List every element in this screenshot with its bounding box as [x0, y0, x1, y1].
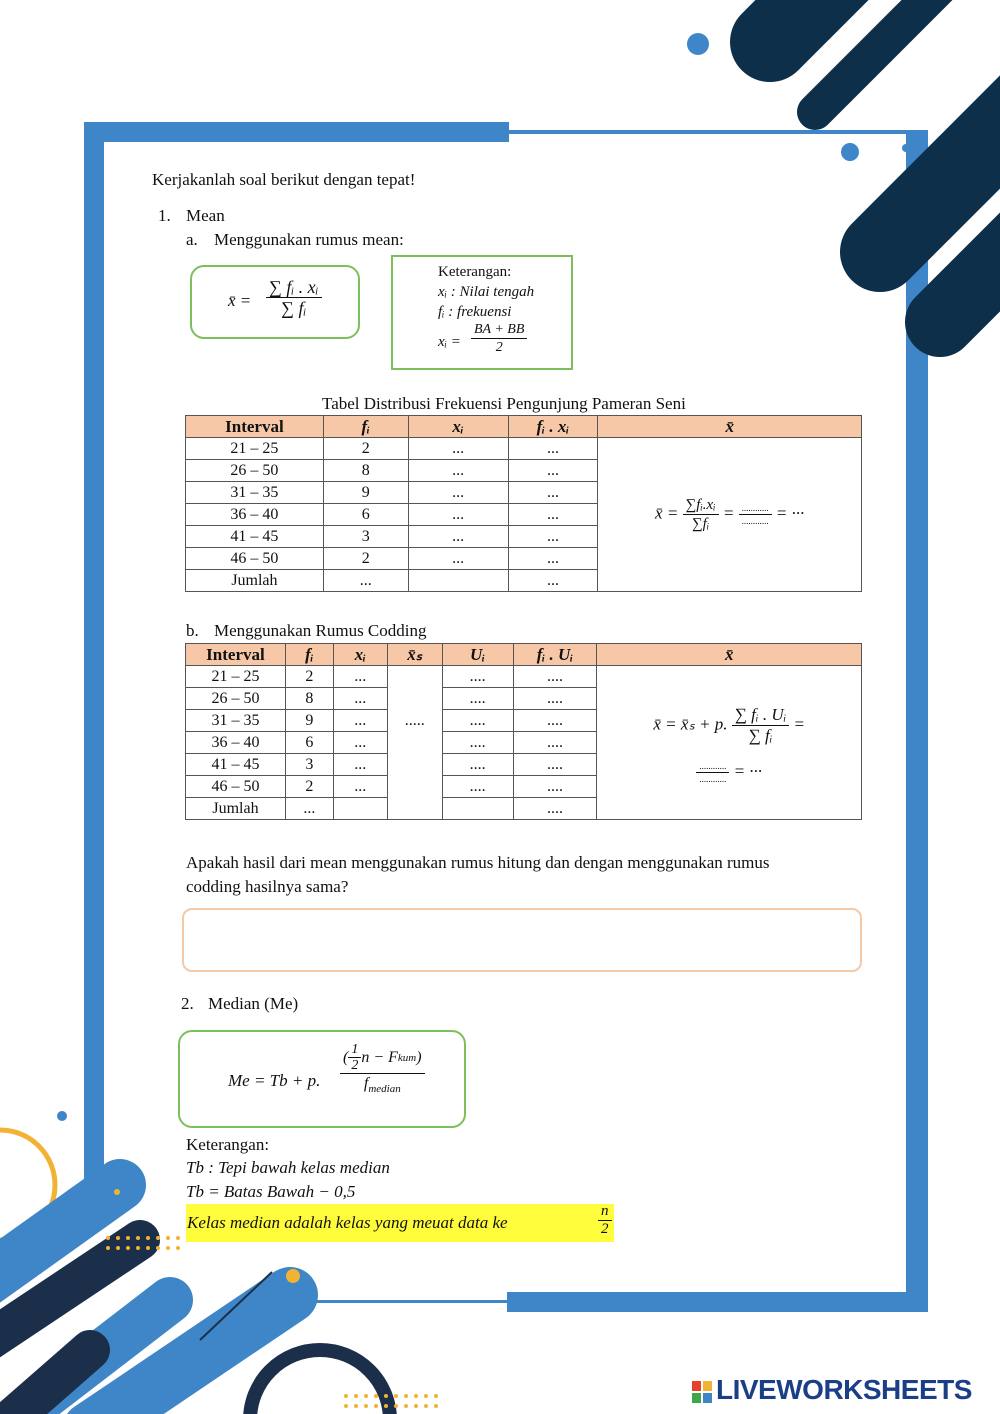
- table2-cell-xi: ...: [333, 688, 387, 710]
- table2-cell-fi: 2: [285, 776, 333, 798]
- table2-cell-fiui: ....: [513, 798, 597, 820]
- median-open-paren: (: [343, 1048, 349, 1066]
- table2-formula-end: = ···: [733, 760, 763, 780]
- mean-formula-denominator: ∑ fᵢ: [281, 298, 307, 318]
- table2-header-fiui: fᵢ . Uᵢ: [513, 644, 597, 666]
- table2-cell-fi: 8: [285, 688, 333, 710]
- keterangan-denominator: 2: [495, 340, 503, 355]
- table1-cell-xi: ...: [408, 482, 508, 504]
- table1-cell-xi: ...: [408, 548, 508, 570]
- table2-cell-ui: ....: [442, 776, 513, 798]
- mean-formula-numerator: ∑ fᵢ . xᵢ: [266, 277, 322, 298]
- q1a-label: a.: [186, 230, 198, 249]
- table1-formula-end: = ···: [775, 503, 805, 523]
- table2-xs-cell: .....: [387, 666, 442, 820]
- keterangan-line-1: xᵢ : Nilai tengah: [438, 284, 535, 300]
- table2-cell-fi: 6: [285, 732, 333, 754]
- table2-cell-ui: ....: [442, 732, 513, 754]
- table2-cell-fiui: ....: [513, 776, 597, 798]
- table2-header-mean: x̄: [597, 644, 862, 666]
- table1-cell-fixi: ...: [508, 482, 598, 504]
- table1-header-fixi: fᵢ . xᵢ: [508, 416, 598, 438]
- table1-title: Tabel Distribusi Frekuensi Pengunjung Pameran Seni: [322, 394, 686, 413]
- table2-cell-xi: ...: [333, 754, 387, 776]
- table2-cell-fiui: ....: [513, 688, 597, 710]
- table2-cell-fi: 3: [285, 754, 333, 776]
- table1-cell-fixi: ...: [508, 548, 598, 570]
- median-half-numerator: 1: [348, 1042, 361, 1058]
- blue-dot: [841, 143, 859, 161]
- blue-dot: [902, 144, 910, 152]
- table2-cell-interval: 41 – 45: [186, 754, 286, 776]
- table2-header-xs: x̄ₛ: [387, 644, 442, 666]
- q2-fraction-numerator: n: [598, 1203, 612, 1221]
- q2-keterangan-title: Keterangan:: [186, 1135, 270, 1154]
- table1-cell-interval: 21 – 25: [186, 438, 324, 460]
- table-row: [186, 438, 862, 460]
- table1-cell-fi: 2: [323, 438, 408, 460]
- frame-left-bar: [84, 122, 104, 1182]
- table2-formula-numerator: ∑ fᵢ . Uᵢ: [732, 705, 790, 726]
- mean-formula-lhs: x̄ =: [228, 291, 252, 310]
- q2-keterangan-line-1: Tb : Tepi bawah kelas median: [186, 1158, 390, 1177]
- orange-dot: [286, 1269, 300, 1283]
- table2-cell-fiui: ....: [513, 732, 597, 754]
- table2-header-interval: Interval: [186, 644, 286, 666]
- liveworksheets-logo[interactable]: [692, 1374, 972, 1406]
- table2-cell-interval: 36 – 40: [186, 732, 286, 754]
- table1-cell-interval: 26 – 50: [186, 460, 324, 482]
- table2-cell-ui: ....: [442, 710, 513, 732]
- q2-fraction-denominator: 2: [601, 1221, 609, 1237]
- median-half-denominator: 2: [351, 1058, 359, 1073]
- table2-blank-denominator: ............: [699, 773, 727, 784]
- table1-cell-fixi: ...: [508, 526, 598, 548]
- table2-cell-interval: Jumlah: [186, 798, 286, 820]
- table1-blank-denominator: ............: [741, 516, 769, 526]
- keterangan-line-2: fᵢ : frekuensi: [438, 304, 512, 320]
- table2-cell-xi: ...: [333, 776, 387, 798]
- table1-cell-fixi: ...: [508, 570, 598, 592]
- table1-formula-denominator: ∑fᵢ: [691, 516, 710, 532]
- table2-cell-ui: ....: [442, 754, 513, 776]
- table1-formula-lhs: x̄ =: [655, 503, 679, 523]
- table2-cell-fi: ...: [285, 798, 333, 820]
- median-den-f: f: [363, 1075, 369, 1092]
- q2-keterangan-line-2: Tb = Batas Bawah − 0,5: [186, 1182, 356, 1201]
- instruction-text: Kerjakanlah soal berikut dengan tepat!: [152, 170, 416, 189]
- navy-arc: [250, 1350, 390, 1414]
- median-formula-fraction: [340, 1042, 425, 1099]
- table1-cell-interval: 31 – 35: [186, 482, 324, 504]
- table1-formula-numerator: ∑fᵢ.xᵢ: [683, 496, 719, 515]
- blue-dot: [57, 1111, 67, 1121]
- mean-formula-fraction: [266, 277, 322, 318]
- table2-cell-interval: 21 – 25: [186, 666, 286, 688]
- table2-cell-xi: [333, 798, 387, 820]
- table2-cell-fi: 2: [285, 666, 333, 688]
- q1-title: Mean: [186, 206, 225, 225]
- table2-cell-fiui: ....: [513, 754, 597, 776]
- frame-bottom-bar: [507, 1292, 928, 1312]
- keterangan-line-3-lhs: xᵢ =: [438, 334, 461, 350]
- decoration-top-right: [680, 0, 1000, 390]
- table1-blank-numerator: ............: [739, 502, 772, 515]
- q2-number: 2.: [181, 994, 194, 1013]
- keterangan-line-3-fraction: [471, 321, 527, 356]
- table1-cell-fi: ...: [323, 570, 408, 592]
- keterangan-title: Keterangan:: [438, 264, 512, 280]
- table1-cell-xi: ...: [408, 460, 508, 482]
- table2-blank-numerator: ............: [696, 760, 729, 773]
- table1-cell-fi: 3: [323, 526, 408, 548]
- table1-cell-fi: 2: [323, 548, 408, 570]
- table2-header-ui: Uᵢ: [442, 644, 513, 666]
- blue-dot: [687, 33, 709, 55]
- answer-input[interactable]: [182, 908, 862, 972]
- q1a-title: Menggunakan rumus mean:: [214, 230, 404, 249]
- frame-top-bar: [84, 122, 509, 142]
- table1-cell-interval: 46 – 50: [186, 548, 324, 570]
- q1b-title: Menggunakan Rumus Codding: [214, 621, 427, 640]
- table2-formula-denominator: ∑ fᵢ: [748, 725, 773, 745]
- table2-mean-formula-cell: [597, 666, 862, 820]
- table2-header-row: [186, 644, 862, 666]
- keterangan-box: [391, 255, 573, 370]
- table2-cell-ui: [442, 798, 513, 820]
- table1-header-interval: Interval: [186, 416, 324, 438]
- table2-coding: [185, 643, 862, 820]
- table1-formula-eq: =: [722, 503, 735, 523]
- q2-keterangan-line-3: Kelas median adalah kelas yang meuat data ke: [187, 1213, 508, 1232]
- table-row: [186, 666, 862, 688]
- table1-mean-formula-cell: [598, 438, 862, 592]
- table2-cell-ui: ....: [442, 688, 513, 710]
- table2-cell-ui: ....: [442, 666, 513, 688]
- table1-cell-xi: [408, 570, 508, 592]
- table2-header-fi: fᵢ: [285, 644, 333, 666]
- table1-cell-interval: 41 – 45: [186, 526, 324, 548]
- table2-formula-eq: =: [793, 713, 806, 733]
- table2-cell-interval: 46 – 50: [186, 776, 286, 798]
- table2-header-xi: xᵢ: [333, 644, 387, 666]
- navy-stripe: [880, 62, 1000, 252]
- table2-formula-lhs: x̄ = x̄ₛ + p.: [653, 713, 728, 733]
- table2-cell-fiui: ....: [513, 710, 597, 732]
- median-den-sub: median: [368, 1083, 401, 1096]
- table2-cell-fi: 9: [285, 710, 333, 732]
- table1-cell-fi: 6: [323, 504, 408, 526]
- median-num-rest: n − F: [361, 1048, 398, 1066]
- median-formula-numerator: [340, 1042, 425, 1074]
- table2-cell-interval: 31 – 35: [186, 710, 286, 732]
- table1-header-mean: x̄: [598, 416, 862, 438]
- keterangan-numerator: BA + BB: [471, 321, 527, 339]
- table2-cell-xi: ...: [333, 710, 387, 732]
- table1-cell-interval: Jumlah: [186, 570, 324, 592]
- q2-title: Median (Me): [208, 994, 299, 1013]
- median-formula-denominator: [361, 1074, 404, 1099]
- question-line-2: codding hasilnya sama?: [186, 877, 349, 896]
- table1-cell-xi: ...: [408, 438, 508, 460]
- q1b-label: b.: [186, 621, 199, 640]
- mean-formula-box: [190, 265, 360, 339]
- table1-cell-xi: ...: [408, 526, 508, 548]
- table1-cell-xi: ...: [408, 504, 508, 526]
- table1-cell-fi: 9: [323, 482, 408, 504]
- q1-number: 1.: [158, 206, 171, 225]
- table1-distribution: [185, 415, 862, 592]
- table2-cell-interval: 26 – 50: [186, 688, 286, 710]
- table1-header-xi: xᵢ: [408, 416, 508, 438]
- table1-header-row: [186, 416, 862, 438]
- table1-header-fi: fᵢ: [323, 416, 408, 438]
- table2-cell-fiui: ....: [513, 666, 597, 688]
- median-close-paren: ): [416, 1048, 422, 1066]
- median-num-sub: kum: [397, 1051, 417, 1064]
- liveworksheets-icon: [692, 1381, 712, 1403]
- liveworksheets-logo-text: LIVEWORKSHEETS: [716, 1374, 972, 1405]
- table2-cell-xi: ...: [333, 732, 387, 754]
- question-line-1: Apakah hasil dari mean menggunakan rumus hitung dan dengan menggunakan rumus: [186, 853, 770, 872]
- table1-cell-fixi: ...: [508, 460, 598, 482]
- orange-dot: [114, 1189, 120, 1195]
- table1-cell-interval: 36 – 40: [186, 504, 324, 526]
- median-formula-box: [178, 1030, 466, 1128]
- table1-cell-fixi: ...: [508, 438, 598, 460]
- table2-cell-xi: ...: [333, 666, 387, 688]
- median-formula-lhs: Me = Tb + p.: [228, 1071, 321, 1090]
- table1-cell-fi: 8: [323, 460, 408, 482]
- table1-cell-fixi: ...: [508, 504, 598, 526]
- q2-keterangan-fraction: [598, 1203, 612, 1238]
